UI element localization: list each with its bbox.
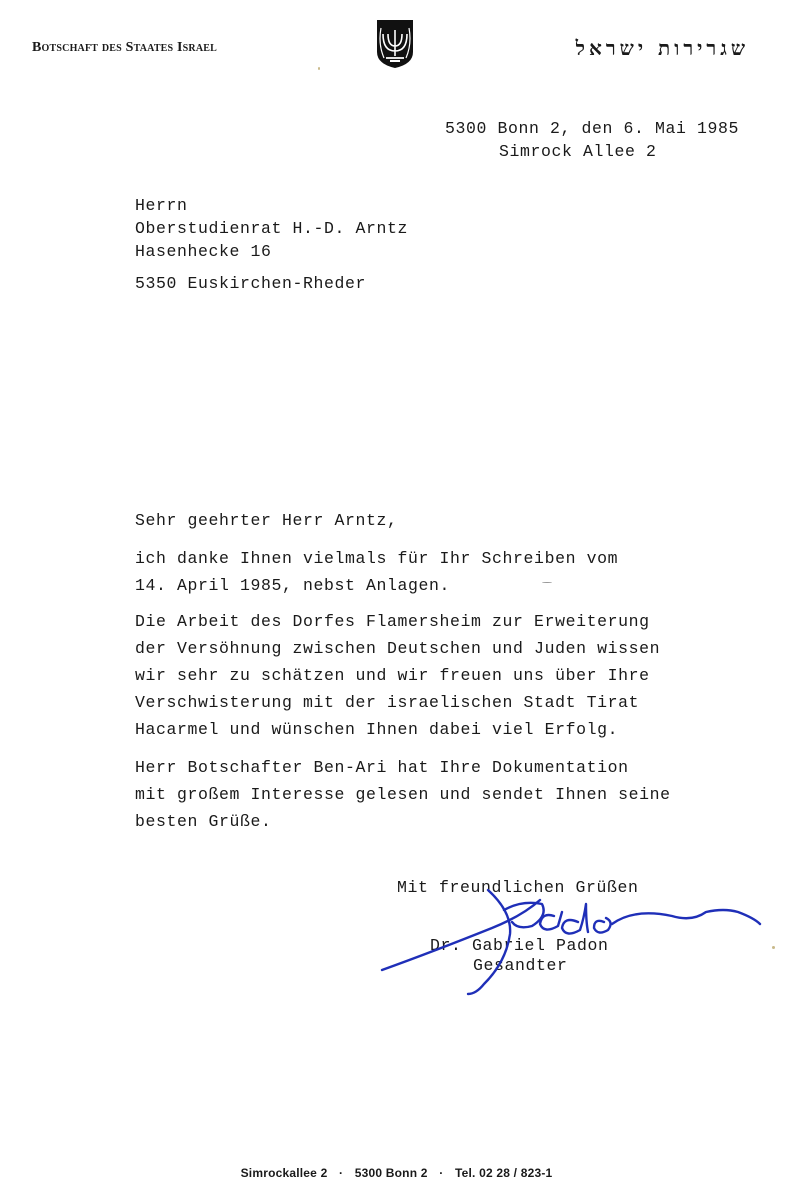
footer-city: 5300 Bonn 2 (354, 1166, 428, 1180)
sender-street-line: Simrock Allee 2 (499, 142, 657, 161)
recipient-line: Oberstudienrat H.-D. Arntz (135, 219, 409, 238)
paper-speck (542, 582, 552, 583)
embassy-name-german: Botschaft des Staates Israel (32, 40, 218, 55)
paper-speck (772, 946, 775, 949)
footer-separator: · (339, 1166, 344, 1180)
recipient-city: 5350 Euskirchen-Rheder (135, 274, 367, 293)
text-line: mit großem Interesse gelesen und sendet Ihnen seine (135, 785, 671, 804)
footer-phone: Tel. 02 28 / 823-1 (454, 1166, 553, 1180)
closing-phrase: Mit freundlichen Grüßen (397, 878, 639, 897)
date-and-address-block (445, 117, 739, 163)
footer-address: Simrockallee 2 (240, 1166, 328, 1180)
date-line: 5300 Bonn 2, den 6. Mai 1985 (445, 119, 740, 138)
signer-name: Dr. Gabriel Padon (430, 936, 609, 955)
text-line: 14. April 1985, nebst Anlagen. (135, 576, 451, 595)
text-line: besten Grüße. (135, 812, 272, 831)
text-line: ich danke Ihnen vielmals für Ihr Schreiben vom (135, 549, 619, 568)
text-line: Hacarmel und wünschen Ihnen dabei viel Erfolg. (135, 720, 619, 739)
recipient-address (135, 194, 408, 263)
embassy-name-hebrew: שגרירות ישראל (575, 36, 749, 60)
body-paragraph (135, 545, 618, 599)
footer-contact (0, 1166, 793, 1180)
body-paragraph (135, 754, 671, 835)
signer-title: Gesandter (473, 956, 568, 975)
text-line: Verschwisterung mit der israelischen Stadt Tirat (135, 693, 640, 712)
body-paragraph (135, 608, 660, 743)
text-line: Die Arbeit des Dorfes Flamersheim zur Erweiterung (135, 612, 650, 631)
footer-separator: · (439, 1166, 444, 1180)
text-line: Herr Botschafter Ben-Ari hat Ihre Dokumentation (135, 758, 629, 777)
state-emblem-icon (374, 18, 416, 70)
paper-speck (318, 67, 320, 70)
text-line: wir sehr zu schätzen und wir freuen uns über Ihre (135, 666, 650, 685)
recipient-line: Herrn (135, 196, 188, 215)
text-line: der Versöhnung zwischen Deutschen und Juden wissen (135, 639, 661, 658)
salutation: Sehr geehrter Herr Arntz, (135, 511, 398, 530)
recipient-line: Hasenhecke 16 (135, 242, 272, 261)
